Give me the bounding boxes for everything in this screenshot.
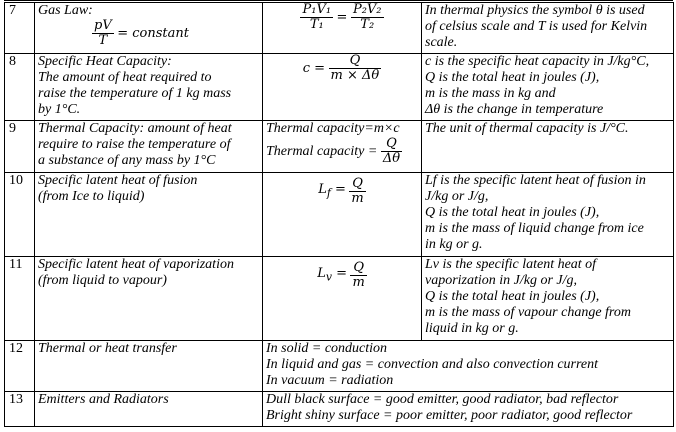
equation-fraction — [329, 54, 382, 83]
note-line: The unit of thermal capacity is J/°C. — [425, 121, 629, 136]
notes-cell — [422, 3, 674, 54]
fraction-denominator: T₁ — [300, 17, 333, 32]
equation-cell — [263, 173, 422, 257]
fraction-numerator: Q — [353, 260, 364, 275]
note-line: Q is the total heat in joules (J), — [425, 289, 600, 304]
formula-fraction — [92, 19, 114, 48]
topic-desc-line: (from liquid to vapour) — [38, 273, 167, 288]
note-line: in kg or g. — [425, 237, 483, 252]
note-line: m is the mass of liquid change from ice — [425, 221, 644, 236]
row-number: 10 — [5, 173, 35, 257]
fraction-denominator: m × Δθ — [330, 68, 380, 83]
topic-desc-line: Thermal Capacity: amount of heat — [38, 121, 232, 136]
notes-cell — [422, 54, 674, 121]
symbol-subscript: v — [325, 270, 332, 284]
equation-lhs: c = — [302, 60, 326, 76]
note-line: Q is the total heat in joules (J), — [425, 205, 600, 220]
equation-lhs — [318, 182, 346, 202]
table-row — [5, 121, 674, 173]
note-line: Q is the total heat in joules (J), — [425, 70, 600, 85]
note-line: m is the mass in kg and — [425, 86, 556, 101]
topic-desc-line: require to raise the temperature of — [38, 137, 231, 152]
equation-fraction — [381, 137, 402, 166]
topic-desc-line: Thermal or heat transfer — [38, 341, 177, 356]
note-line: m is the mass of vapour change from — [425, 305, 631, 320]
note-line: liquid in kg or g. — [425, 321, 519, 336]
topic-cell — [35, 257, 263, 341]
table-row — [5, 341, 674, 392]
equals-sign: = — [330, 181, 346, 197]
note-line: In thermal physics the symbol θ is used — [425, 3, 645, 18]
topic-desc-line: raise the temperature of 1 kg mass — [38, 86, 232, 101]
fraction-denominator: Δθ — [382, 151, 401, 166]
topic-cell — [35, 392, 263, 427]
fraction-denominator: T₂ — [351, 17, 384, 32]
topic-cell — [35, 121, 263, 173]
row-number: 7 — [5, 3, 35, 54]
fraction-numerator: P₂V₂ — [352, 2, 382, 17]
fraction-denominator: m — [351, 191, 364, 206]
note-line: J/kg or J/g, — [425, 189, 489, 204]
topic-title: Specific Heat Capacity: — [38, 54, 172, 69]
table-row — [5, 54, 674, 121]
gas-law-formula — [38, 19, 259, 48]
equation-fraction-right — [351, 3, 384, 32]
symbol-l: L — [318, 181, 327, 197]
note-line: vaporization in J/kg or J/g, — [425, 273, 578, 288]
fraction-numerator: Q — [352, 176, 363, 191]
topic-cell — [35, 341, 263, 392]
note-line: Lf is the specific latent heat of fusion in — [425, 173, 646, 188]
note-line: In solid = conduction — [266, 341, 388, 356]
note-line: scale. — [425, 35, 458, 50]
formula-table — [4, 2, 674, 427]
equation-fraction — [350, 261, 366, 290]
fraction-numerator: Q — [386, 136, 397, 151]
notes-cell — [422, 257, 674, 341]
equation-cell — [263, 3, 422, 54]
equation-fraction — [349, 177, 365, 206]
notes-cell — [422, 121, 674, 173]
row-number: 9 — [5, 121, 35, 173]
notes-cell — [422, 173, 674, 257]
equation-cell — [263, 257, 422, 341]
equals-sign: = — [331, 265, 347, 281]
table-row — [5, 257, 674, 341]
note-line: Dull black surface = good emitter, good radiator, bad reflector — [266, 392, 619, 407]
topic-desc-line: The amount of heat required to — [38, 70, 212, 85]
note-line: Lv is the specific latent heat of — [425, 257, 597, 272]
table-row — [5, 392, 674, 427]
equation-lhs — [317, 266, 347, 286]
row-number: 8 — [5, 54, 35, 121]
note-line: In vacuum = radiation — [266, 373, 394, 388]
fraction-denominator: m — [352, 275, 365, 290]
fraction-denominator: T — [92, 33, 114, 48]
note-line: c is the specific heat capacity in J/kg°C, — [425, 54, 650, 69]
symbol-subscript: f — [326, 186, 331, 200]
row-number: 11 — [5, 257, 35, 341]
formula-rhs: = constant — [117, 25, 189, 41]
equation-cell — [263, 121, 422, 173]
note-line: Bright shiny surface = poor emitter, poor radiator, good reflector — [266, 408, 633, 423]
topic-desc-line: Specific latent heat of fusion — [38, 173, 198, 188]
topic-desc-line: (from Ice to liquid) — [38, 189, 145, 204]
row-number: 12 — [5, 341, 35, 392]
note-line: of celsius scale and T is used for Kelvin — [425, 19, 648, 34]
fraction-numerator: Q — [349, 53, 361, 68]
table-row — [5, 3, 674, 54]
notes-cell — [263, 341, 674, 392]
topic-desc-line: a substance of any mass by 1°C — [38, 153, 216, 168]
topic-title: Gas Law: — [38, 3, 93, 18]
fraction-numerator: pV — [94, 18, 112, 33]
topic-desc-line: by 1°C. — [38, 102, 81, 117]
note-line: Δθ is the change in temperature — [425, 102, 604, 117]
table-row — [5, 173, 674, 257]
row-number: 13 — [5, 392, 35, 427]
topic-cell — [35, 3, 263, 54]
note-line: In liquid and gas = convection and also convection current — [266, 357, 599, 372]
equation-cell — [263, 54, 422, 121]
topic-cell — [35, 54, 263, 121]
equation-fraction-left — [300, 3, 333, 32]
equation-lhs: Thermal capacity = — [266, 143, 378, 159]
equals-sign: = — [336, 9, 348, 25]
fraction-numerator: P₁V₁ — [302, 2, 332, 17]
topic-cell — [35, 173, 263, 257]
topic-desc-line: Specific latent heat of vaporization — [38, 257, 234, 272]
equation-line — [266, 137, 418, 166]
symbol-l: L — [317, 265, 326, 281]
topic-desc-line: Emitters and Radiators — [38, 392, 169, 407]
notes-cell — [263, 392, 674, 427]
equation-line: Thermal capacity=m×c — [266, 121, 400, 136]
